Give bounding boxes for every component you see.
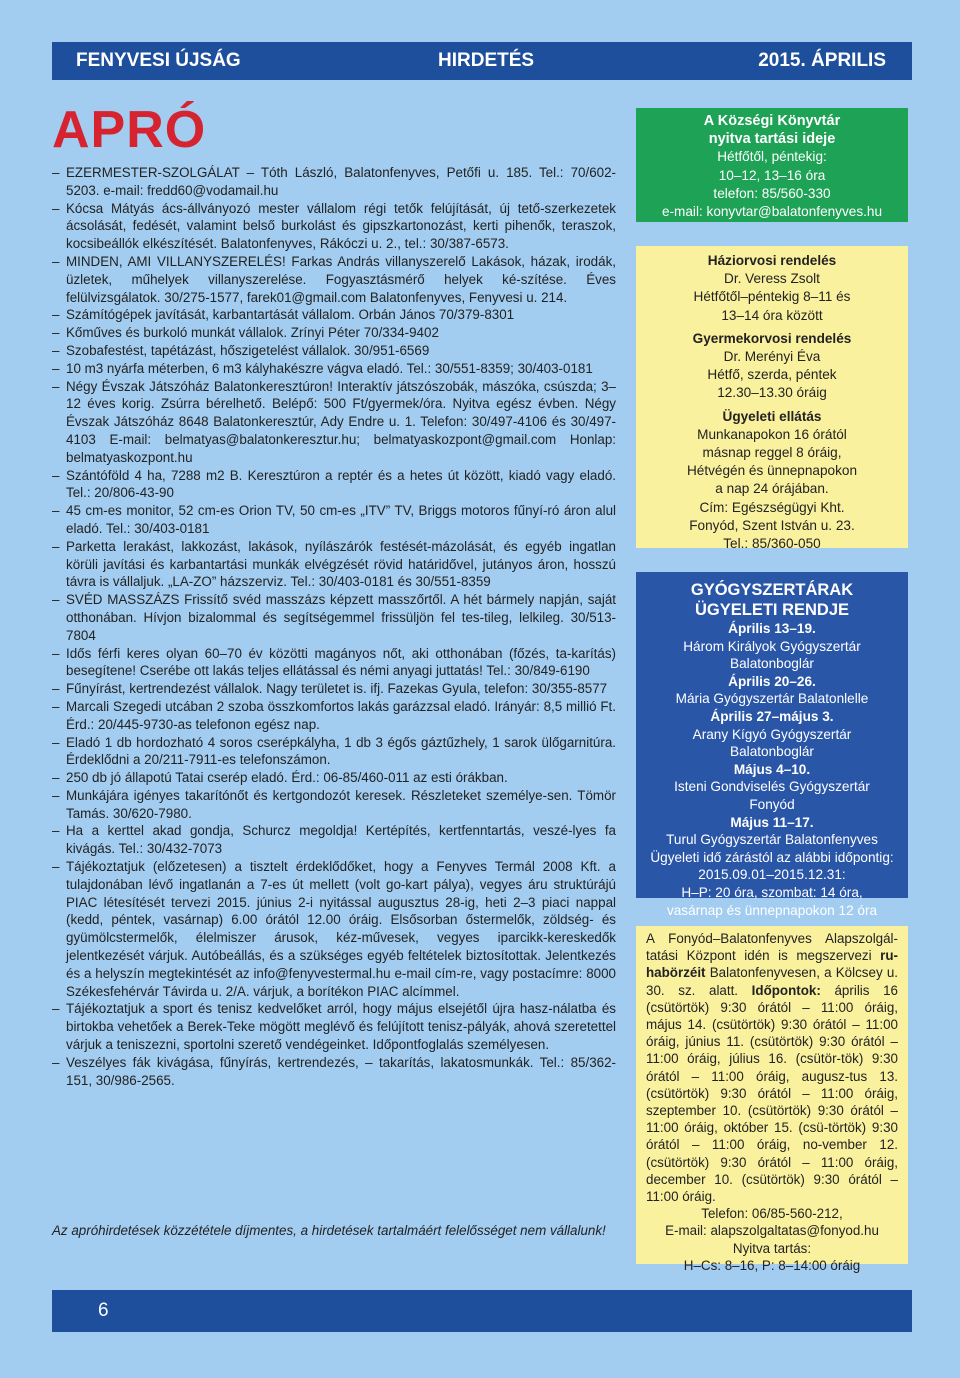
clothing-market-box bbox=[636, 926, 908, 1273]
ad-item: – 10 m3 nyárfa méterben, 6 m3 kályhakészre vágva eladó. Tel.: 30/551-8359; 30/403-0181 bbox=[52, 360, 616, 378]
ad-item: – Idős férfi keres olyan 60–70 év közötti magányos nőt, aki otthonában (főzés, ta-karítás) besegítene! Cserébe ott lakás teljes ellátással és némi anyagi juttatás! Tel.: 30/849-6190 bbox=[52, 645, 616, 681]
ad-item: – SVÉD MASSZÁZS Frissítő svéd masszázs képzett masszőrtől. A hét bármely napján, saját otthonában. Hívjon bizalommal és segítségemmel frissüljön fel tes-tileg, lelkileg. 30/513-7804 bbox=[52, 591, 616, 644]
pharmacy-town: Balatonboglár bbox=[730, 656, 814, 672]
ad-item: – Fűnyírást, kertrendezést vállalok. Nagy területet is. ifj. Fazekas Gyula, telefon: 30/355-8577 bbox=[52, 680, 616, 698]
market-dates-label: Időpontok: bbox=[751, 982, 821, 998]
ad-item: – Ha a kerttel akad gondja, Schurcz megoldja! Kertépítés, kertfenntartás, veszé-lyes fa kivágás. Tel.: 30/432-7073 bbox=[52, 822, 616, 858]
page-number: 6 bbox=[98, 1300, 109, 1321]
market-hours: H–Cs: 8–16, P: 8–14:00 óráig bbox=[683, 1257, 861, 1273]
pharmacy-name: Arany Kígyó Gyógyszertár bbox=[692, 726, 852, 742]
pharmacy-name: Mária Gyógyszertár Balatonlelle bbox=[675, 691, 869, 707]
library-hours: 10–12, 13–16 óra bbox=[718, 167, 826, 183]
pediatric-days: Hétfő, szerda, péntek bbox=[707, 367, 837, 383]
duty-note: H–P: 20 óra, szombat: 14 óra, bbox=[681, 884, 863, 900]
duty-line: Cím: Egészségügyi Kht. bbox=[699, 499, 845, 515]
duty-period: Április 27–május 3. bbox=[710, 708, 834, 724]
market-phone: Telefon: 06/85-560-212, bbox=[701, 1206, 843, 1222]
pharmacy-subtitle: ÜGYELETI RENDJE bbox=[694, 601, 850, 619]
duty-period: Április 13–19. bbox=[728, 621, 816, 636]
pharmacy-town: Fonyód bbox=[749, 796, 795, 812]
ad-item: – Kőműves és burkoló munkát vállalok. Zrínyi Péter 70/334-9402 bbox=[52, 324, 616, 342]
page-title: APRÓ bbox=[52, 101, 207, 159]
duty-line: Munkanapokon 16 órától bbox=[697, 426, 847, 442]
ad-item: – Eladó 1 db hordozható 4 soros cserépkályha, 1 db 3 égős gáztűzhely, 1 sarok ülőgarnitúra. Érdeklődni a 20/211-7911-es telefonszámon. bbox=[52, 734, 616, 770]
pharmacy-name: Három Királyok Gyógyszertár bbox=[683, 638, 861, 654]
pharmacy-duty-box bbox=[636, 572, 908, 918]
duty-note: 2015.09.01–2015.12.31: bbox=[698, 867, 846, 883]
ad-item: – Kócsa Mátyás ács-állványozó mester vállalom régi tetők felújítását, új tető-szerkezetek ácsolását, fedését, valamint belső burkolást és gipszkartonozást, kerti pihenők, teraszok, kocsibeállók elkészítését. Balatonfenyves, Rákóczi u. 2., tel.: 30/387-6573. bbox=[52, 200, 616, 253]
library-subtitle: nyitva tartási ideje bbox=[708, 131, 836, 148]
pediatric-name: Dr. Merényi Éva bbox=[723, 349, 821, 365]
library-title: A Községi Könyvtár bbox=[703, 113, 841, 129]
doctors-box bbox=[636, 246, 908, 552]
gp-hours: 13–14 óra között bbox=[721, 307, 823, 323]
library-hours-box bbox=[636, 108, 908, 222]
ad-item: – Tájékoztatjuk (előzetesen) a tisztelt érdeklődőket, hogy a Fenyves Termál 2008 Kft. a tulajdonában lévő ingatlanán a 7-es út mellett (volt go-kart pálya), vegyes áru struktúrájú PIAC létesítését tervezi 2015. június 2-i nyitással augusztus 28-ig, heti 2–3 piaci nappal (kedd, péntek, vasárnap) 6.00 órától 12.00 óráig. Elsősorban őstermelők, zöldség- és gyümölcstermelők, élelmiszer árusok, kéz-művesek, vegyes iparcikk-kereskedők jelentkezését várjuk. Autóbeállás, és a szükséges egyéb feltételek biztosítottak. Jelentkezés és a helyszín megtekintését az info@fenyvestermal.hu e-mail cím-re, vagy postacímre: 8000 Székesfehérvár Távirda u. 2/A. várjuk, a borítékon PIAC alcímmel. bbox=[52, 858, 616, 1000]
market-intro: A Fonyód–Balatonfenyves Alapszolgál-tatási Központ idén is megszervezi bbox=[646, 931, 898, 964]
gp-title: Háziorvosi rendelés bbox=[707, 253, 837, 268]
ad-item: – Szobafestést, tapétázást, hőszigetelést vállalok. 30/951-6569 bbox=[52, 342, 616, 360]
ad-item: – Veszélyes fák kivágása, fűnyírás, kertrendezés, – takarítás, lakatosmunkák. Tel.: 85/362-151, 30/986-2565. bbox=[52, 1054, 616, 1090]
ad-item: – EZERMESTER-SZOLGÁLAT – Tóth László, Balatonfenyves, Petőfi u. 185. Tel.: 70/602-5203. e-mail: fredd60@vodamail.hu bbox=[52, 164, 616, 200]
pharmacy-title: GYÓGYSZERTÁRAK bbox=[690, 581, 854, 599]
pediatric-title: Gyermekorvosi rendelés bbox=[692, 330, 852, 346]
ad-item: – Munkájára igényes takarítónőt és kertgondozót keresek. Részleteket személye-sen. Tömör Tamás. 30/620-7980. bbox=[52, 787, 616, 823]
footer-bar bbox=[52, 1290, 912, 1332]
section-name: HIRDETÉS bbox=[438, 50, 535, 71]
library-phone: telefon: 85/560-330 bbox=[713, 185, 831, 201]
library-days: Hétfőtől, péntekig: bbox=[717, 149, 827, 165]
clothing-market-text bbox=[646, 930, 898, 1205]
ad-item: – 250 db jó állapotú Tatai cserép eladó. Érd.: 06-85/460-011 az esti órákban. bbox=[52, 769, 616, 787]
ad-item: – Négy Évszak Játszóház Balatonkeresztúron! Interaktív játszószobák, mászóka, csúszda; 3–12 éves korig. Zsúrra bérelhető. Belépő: 500 Ft/gyermek/óra. Nyitva egész évben. Négy Évszak Játszóház 8648 Balatonkeresztúr, Ady Endre u. 1. Telefon: 30/497-4106 és 30/497-4103 E-mail: belmatyas@balatonkeresztur.hu; belmatyaskozpont@gmail.com Honlap: belmatyaskozpont.hu bbox=[52, 378, 616, 467]
duty-line: Hétvégén és ünnepnapokon bbox=[686, 463, 858, 479]
pharmacy-name: Turul Gyógyszertár Balatonfenyves bbox=[666, 832, 878, 848]
duty-line: másnap reggel 8 óráig, bbox=[702, 445, 842, 461]
issue-date: 2015. ÁPRILIS bbox=[758, 50, 886, 71]
duty-period: Április 20–26. bbox=[728, 673, 816, 689]
duty-note: Ügyeleti idő zárástól az alábbi időpontig: bbox=[650, 849, 894, 865]
duty-line: a nap 24 órájában. bbox=[715, 481, 829, 497]
ad-item: – MINDEN, AMI VILLANYSZERELÉS! Farkas András villanyszerelő Lakások, házak, irodák, üzletek, műhelyek villanyszerelése. Fogyasztásmérő helyek ké-szítése. Éves felülvizsgálatok. 30/275-1577, farek01@gmail.com Balatonfenyves, Fenyvesi u. 214. bbox=[52, 253, 616, 306]
market-email: E-mail: alapszolgaltatas@fonyod.hu bbox=[665, 1223, 879, 1239]
library-email: e-mail: konyvtar@balatonfenyves.hu bbox=[661, 204, 883, 220]
market-hours-title: Nyitva tartás: bbox=[732, 1240, 812, 1256]
gp-days: Hétfőtől–péntekig 8–11 és bbox=[693, 289, 851, 305]
ad-item: – Számítógépek javítását, karbantartását vállalom. Orbán János 70/379-8301 bbox=[52, 306, 616, 324]
ad-item: – 45 cm-es monitor, 52 cm-es Orion TV, 50 cm-es „ITV” TV, Briggs motoros fűnyí-ró áron alul eladó. Tel.: 30/403-0181 bbox=[52, 502, 616, 538]
duty-period: Május 4–10. bbox=[733, 761, 811, 777]
duty-note: vasárnap és ünnepnapokon 12 óra bbox=[666, 902, 878, 918]
pharmacy-name: Isteni Gondviselés Gyógyszertár bbox=[674, 779, 870, 795]
gp-name: Dr. Veress Zsolt bbox=[724, 271, 820, 287]
market-location: Balatonfenyvesen, a Kölcsey u. 30. sz. alatt. bbox=[646, 965, 898, 998]
header-bar bbox=[52, 42, 912, 80]
market-dates: április 16 (csütörtök) 9:30 órától – 11:00 óráig, május 14. (csütörtök) 9:30 órától – 11:00 óráig, június 11. (csütörtök) 9:30 órától – 11:00 óráig, július 16. (csütör-tök) 9:30 órától – 11:00 óráig, augusz-tus 13. (csütörtök) 9:30 órától – 11:00 óráig, szeptember 10. (csütörtök) 9:30 órától – 11:00 óráig, október 15. (csü-törtök) 9:30 órától – 11:00 óráig, no-vember 12. (csütörtök) 9:30 órától – 11:00 óráig, december 10. (csütörtök) 9:30 órától – 11:00 óráig. bbox=[646, 982, 898, 1205]
market-highlight: ru-habörzéit bbox=[646, 948, 898, 981]
ad-item: – Szántóföld 4 ha, 7288 m2 B. Keresztúron a reptér és a hetes út között, kiadó vagy eladó. Tel.: 20/806-43-90 bbox=[52, 467, 616, 503]
classified-ads-list bbox=[52, 164, 616, 1089]
ad-item: – Parketta lerakást, lakkozást, lakások, nyílászárók festését-mázolását, és egyéb ingatlan körüli javítási és karbantartási munkák elvégzését rövid határidővel, jutányos áron, hosszú távra is vállaljuk. „LA-ZO” házszerviz. Tel.: 30/403-0181 és 30/551-8359 bbox=[52, 538, 616, 591]
duty-line: Fonyód, Szent István u. 23. bbox=[689, 517, 855, 533]
ad-item: – Tájékoztatjuk a sport és tenisz kedvelőket arról, hogy május elsejétől újra hasz-nálatba és birtokba vehetőek a Berek-Teke mögött meglévő és felújított tenisz-pályák, ahová szeretettel várjuk a teniszezni, sportolni szerető vendégeinket. Időpontfoglalás személyesen. bbox=[52, 1000, 616, 1053]
disclaimer: Az apróhirdetések közzététele díjmentes, a hirdetések tartalmáért felelősséget nem vállalunk! bbox=[52, 1223, 606, 1238]
ad-item: – Marcali Szegedi utcában 2 szoba összkomfortos lakás garázzsal eladó. Irányár: 8,5 millió Ft. Érd.: 20/445-9730-as telefonon egész nap. bbox=[52, 698, 616, 734]
duty-title: Ügyeleti ellátás bbox=[722, 408, 822, 424]
duty-line: Tel.: 85/360-050 bbox=[723, 536, 821, 552]
newspaper-name: FENYVESI ÚJSÁG bbox=[76, 50, 241, 71]
duty-period: Május 11–17. bbox=[730, 814, 814, 830]
pharmacy-town: Balatonboglár bbox=[730, 744, 814, 760]
pediatric-hours: 12.30–13.30 óráig bbox=[717, 385, 827, 401]
